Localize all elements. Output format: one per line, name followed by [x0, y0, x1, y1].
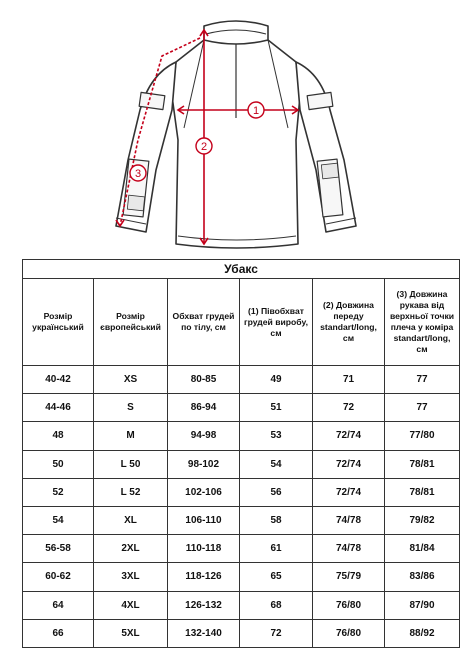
table-title-row: [23, 260, 460, 279]
table-body: [23, 366, 460, 648]
svg-text:2: 2: [200, 141, 208, 153]
table-row: [23, 619, 460, 647]
sleeve-length-cell: 83/86: [385, 563, 460, 591]
header-body-chest: Обхват грудей по тілу, см: [168, 279, 240, 366]
eu-size-cell: L 50: [94, 450, 168, 478]
table-row: [23, 422, 460, 450]
sleeve-length-cell: 77: [385, 366, 460, 394]
body-chest-cell: 98-102: [168, 450, 240, 478]
table-title: Убакс: [23, 260, 460, 279]
ua-size-cell: 64: [23, 591, 94, 619]
half-chest-cell: 65: [240, 563, 313, 591]
front-length-cell: 74/78: [313, 535, 385, 563]
body-chest-cell: 118-126: [168, 563, 240, 591]
eu-size-cell: M: [94, 422, 168, 450]
body-chest-cell: 102-106: [168, 478, 240, 506]
table-row: [23, 366, 460, 394]
half-chest-cell: 53: [240, 422, 313, 450]
table-row: [23, 450, 460, 478]
half-chest-cell: 68: [240, 591, 313, 619]
front-length-cell: 71: [313, 366, 385, 394]
marker-2: [196, 138, 212, 154]
ua-size-cell: 50: [23, 450, 94, 478]
size-table: [22, 259, 460, 648]
eu-size-cell: S: [94, 394, 168, 422]
half-chest-cell: 58: [240, 506, 313, 534]
ua-size-cell: 54: [23, 506, 94, 534]
table-row: [23, 591, 460, 619]
front-length-cell: 74/78: [313, 506, 385, 534]
half-chest-cell: 56: [240, 478, 313, 506]
eu-size-cell: 3XL: [94, 563, 168, 591]
sleeve-length-cell: 87/90: [385, 591, 460, 619]
sleeve-length-cell: 78/81: [385, 478, 460, 506]
front-length-cell: 76/80: [313, 619, 385, 647]
svg-text:3: 3: [134, 168, 142, 180]
ua-size-cell: 48: [23, 422, 94, 450]
body-chest-cell: 126-132: [168, 591, 240, 619]
half-chest-cell: 72: [240, 619, 313, 647]
table-row: [23, 563, 460, 591]
eu-size-cell: 4XL: [94, 591, 168, 619]
header-half-chest: (1) Півобхват грудей виробу, см: [240, 279, 313, 366]
front-length-cell: 72/74: [313, 478, 385, 506]
sleeve-length-cell: 78/81: [385, 450, 460, 478]
body-chest-cell: 86-94: [168, 394, 240, 422]
sleeve-length-cell: 77: [385, 394, 460, 422]
table-row: [23, 394, 460, 422]
sleeve-length-cell: 81/84: [385, 535, 460, 563]
header-eu-size: Розмір європейський: [94, 279, 168, 366]
header-front-length: (2) Довжина переду standart/long, см: [313, 279, 385, 366]
svg-text:1: 1: [252, 105, 260, 117]
ua-size-cell: 60-62: [23, 563, 94, 591]
eu-size-cell: L 52: [94, 478, 168, 506]
sleeve-length-cell: 88/92: [385, 619, 460, 647]
header-ua-size: Розмір український: [23, 279, 94, 366]
body-chest-cell: 106-110: [168, 506, 240, 534]
body-chest-cell: 110-118: [168, 535, 240, 563]
front-length-cell: 76/80: [313, 591, 385, 619]
half-chest-cell: 61: [240, 535, 313, 563]
ua-size-cell: 40-42: [23, 366, 94, 394]
sleeve-length-cell: 79/82: [385, 506, 460, 534]
marker-1: [248, 102, 264, 118]
body-chest-cell: 132-140: [168, 619, 240, 647]
ua-size-cell: 66: [23, 619, 94, 647]
ua-size-cell: 44-46: [23, 394, 94, 422]
half-chest-cell: 51: [240, 394, 313, 422]
table-header-row: [23, 279, 460, 366]
eu-size-cell: XL: [94, 506, 168, 534]
marker-3: [130, 165, 146, 181]
front-length-cell: 72: [313, 394, 385, 422]
eu-size-cell: 2XL: [94, 535, 168, 563]
eu-size-cell: XS: [94, 366, 168, 394]
body-chest-cell: 80-85: [168, 366, 240, 394]
front-length-cell: 75/79: [313, 563, 385, 591]
body-chest-cell: 94-98: [168, 422, 240, 450]
ua-size-cell: 52: [23, 478, 94, 506]
front-length-cell: 72/74: [313, 450, 385, 478]
shirt-measurement-diagram: [0, 0, 469, 258]
front-length-cell: 72/74: [313, 422, 385, 450]
ua-size-cell: 56-58: [23, 535, 94, 563]
table-row: [23, 535, 460, 563]
table-row: [23, 506, 460, 534]
half-chest-cell: 49: [240, 366, 313, 394]
shirt-outline: [116, 21, 356, 248]
sleeve-length-cell: 77/80: [385, 422, 460, 450]
eu-size-cell: 5XL: [94, 619, 168, 647]
half-chest-cell: 54: [240, 450, 313, 478]
header-sleeve-length: (3) Довжина рукава від верхньої точки плеча у коміра standart/long, см: [385, 279, 460, 366]
table-row: [23, 478, 460, 506]
